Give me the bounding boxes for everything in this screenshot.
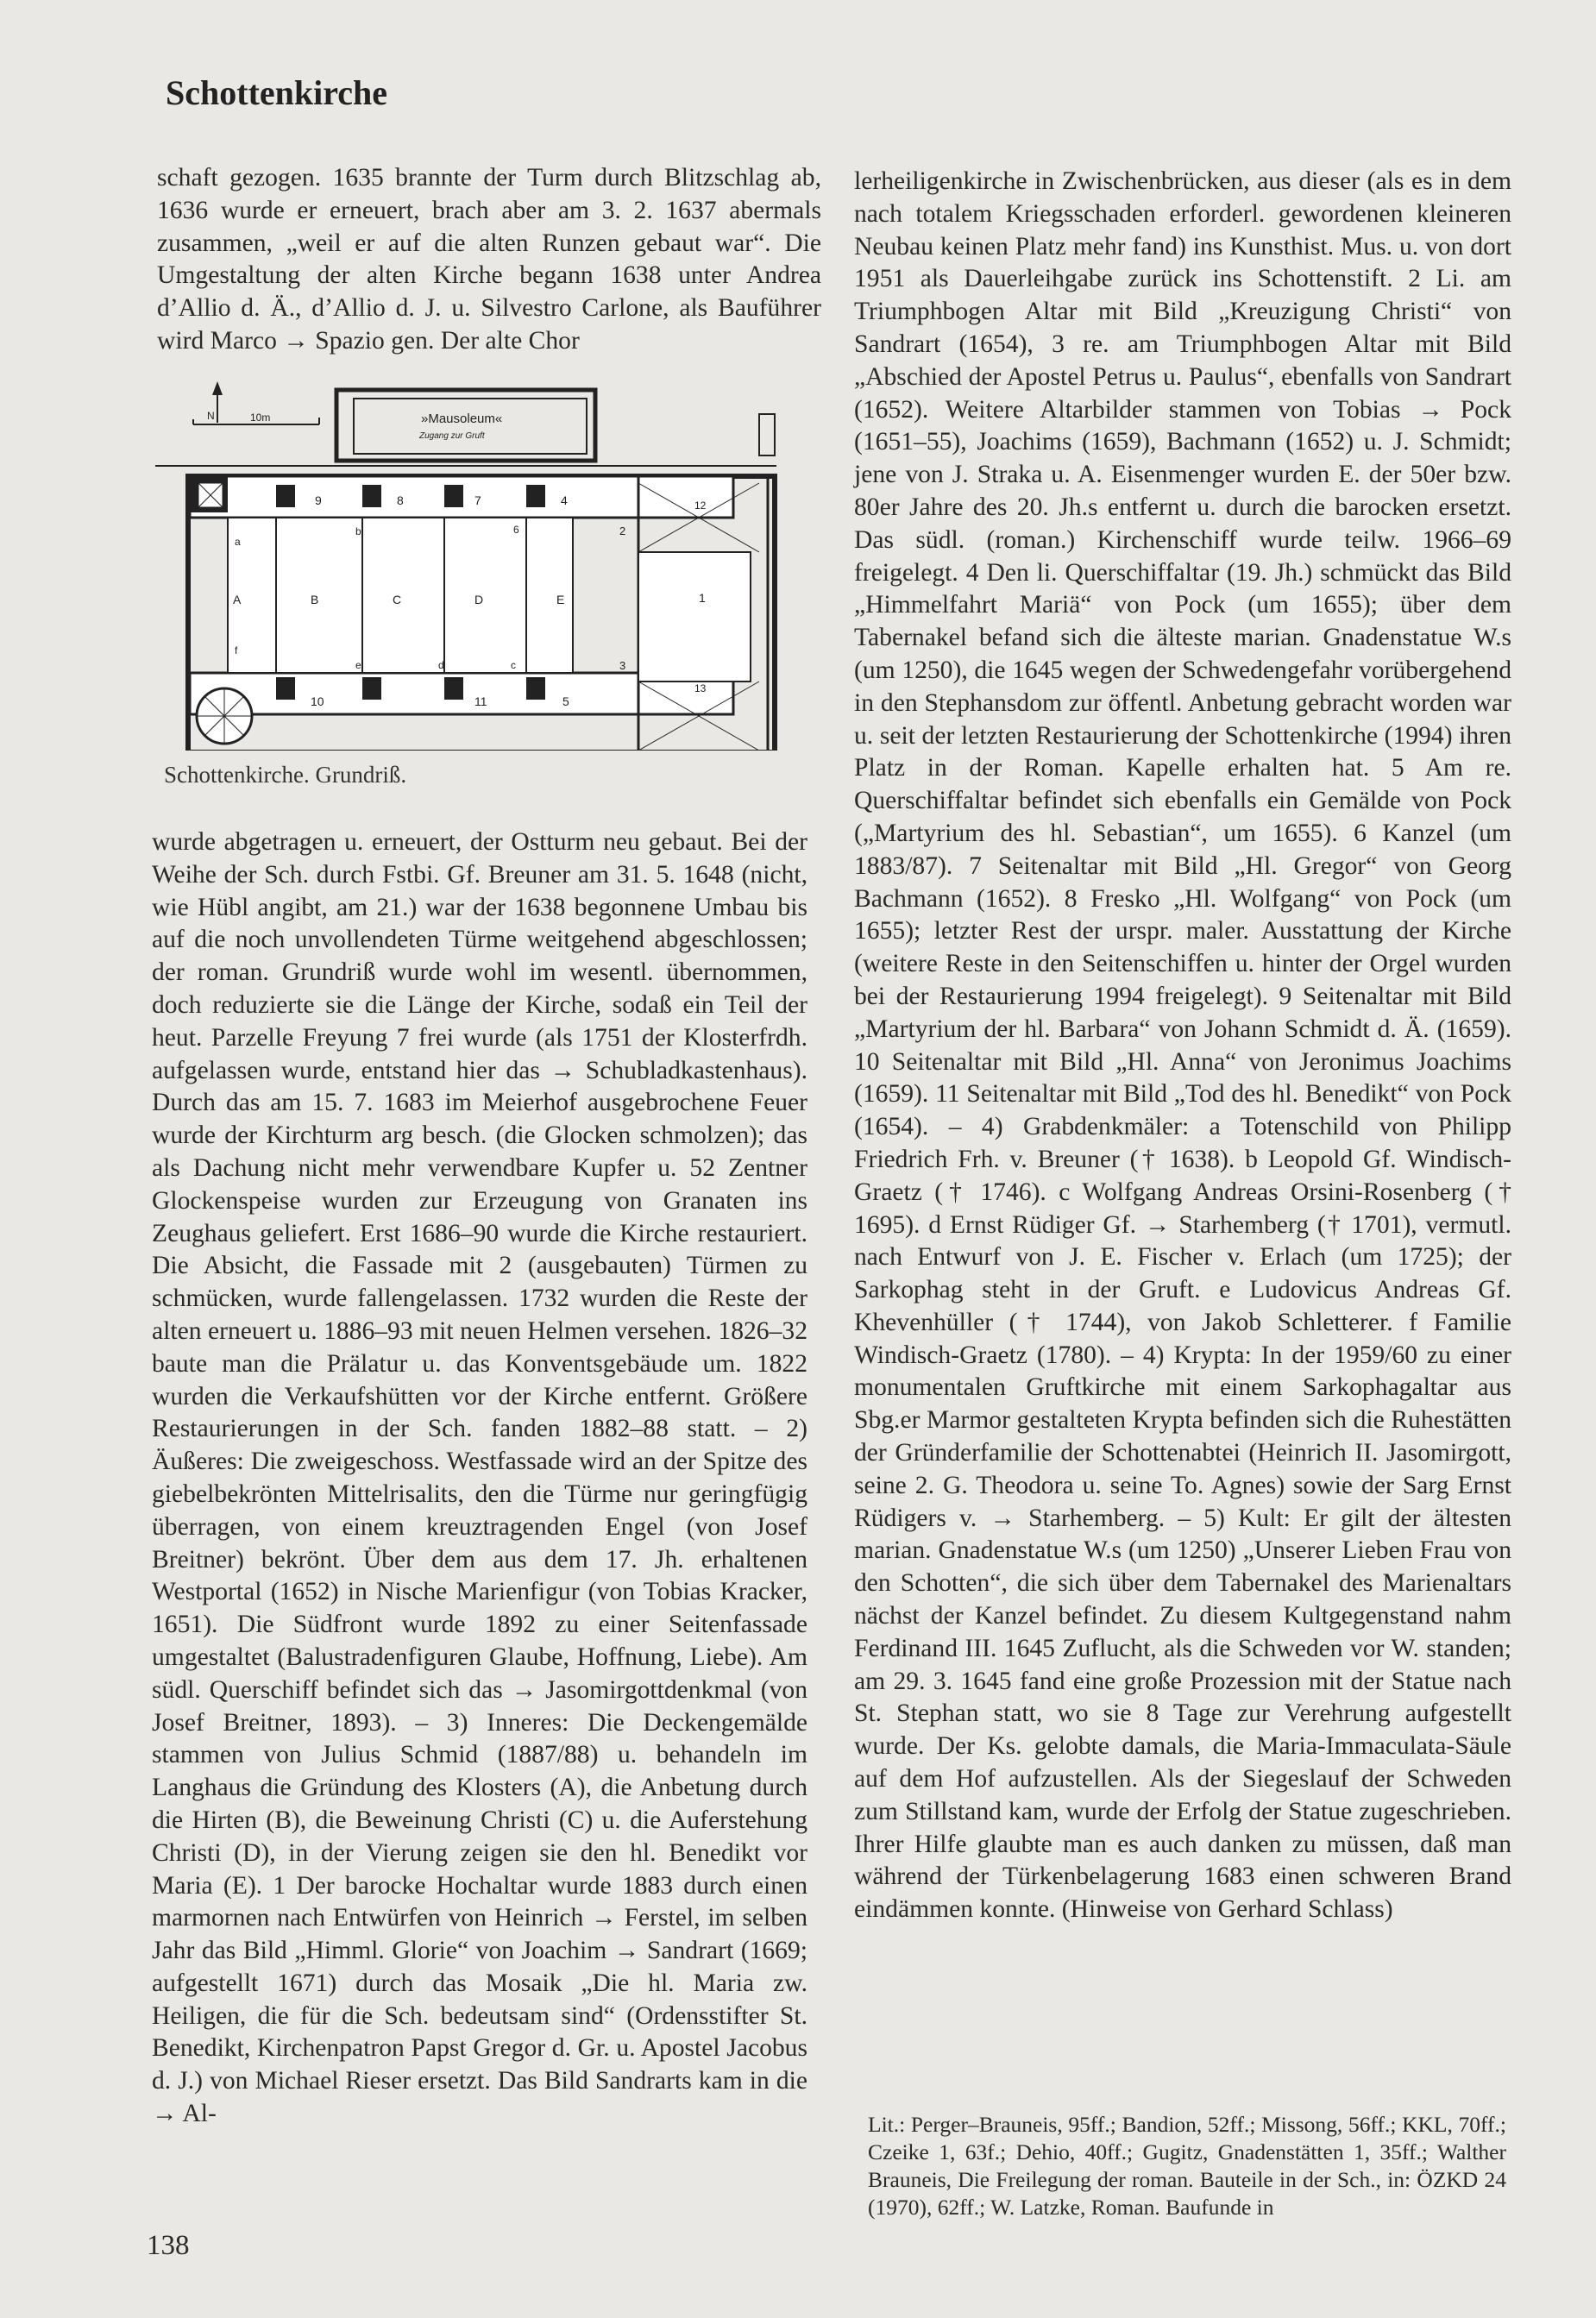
label-b: b [355, 525, 361, 537]
label-1: 1 [699, 591, 706, 605]
label-3: 3 [619, 659, 626, 672]
label-5: 5 [562, 694, 569, 708]
right-column [854, 166, 1511, 1926]
label-6: 6 [513, 524, 519, 536]
label-d: d [438, 659, 444, 671]
paragraph: wurde abgetragen u. erneuert, der Ostturm neu gebaut. Bei der Weihe der Sch. durch Fstbi. Gf. Breuner am 31. 5. 1648 (nicht, wie Hübl angibt, am 21.) war der 1638 begonnene Umbau bis auf die noch unvollendeten Türme weitgehend abgeschlossen; der roman. Grundriß wurde wohl im wesentl. übernommen, doch reduzierte sie die Länge der Kirche, sodaß ein Teil der heut. Parzelle Freyung 7 frei wurde (als 1751 der Klosterfrdh. aufgelassen wurde, entstand hier das → Schubladkastenhaus). Durch das am 15. 7. 1683 im Meierhof ausgebrochene Feuer wurde der Kirchturm arg besch. (die Glocken schmolzen); das als Dachung nicht mehr verwendbare Kupfer u. 52 Zentner Glockenspeise wurden zur Erzeugung von Granaten ins Zeughaus geliefert. Erst 1686–90 wurde die Kirche restauriert. Die Absicht, die Fassade mit 2 (ausgebauten) Türmen zu schmücken, wurde fallengelassen. 1732 wurden die Reste der alten erneuert u. 1886–93 mit neuen Helmen versehen. 1826–32 baute man die Prälatur u. das Konventsgebäude um. 1822 wurden die Verkaufshütten vor der Kirche entfernt. Größere Restaurierungen in der Sch. fanden 1882–88 statt. – 2) Äußeres: Die zweigeschoss. Westfassade wird an der Spitze des giebelbekrönten Mittelrisalits, den die Türme nur geringfügig überragen, von einem kreuztragenden Engel (von Josef Breitner) bekrönt. Über dem aus dem 17. Jh. erhaltenen Westportal (1652) in Nische Marienfigur (von Tobias Kracker, 1651). Die Südfront wurde 1892 zu einer Seitenfassade umgestaltet (Balustradenfiguren Glaube, Hoffnung, Liebe). Am südl. Querschiff befindet sich das → Jasomirgottdenkmal (von Josef Breitner, 1893). – 3) Inneres: Die Deckengemälde stammen von Julius Schmid (1887/88) u. behandeln im Langhaus die Gründung des Klosters (A), die Anbetung durch die Hirten (B), die Beweinung Christi (C) u. die Auferstehung Christi (D), in der Vierung zeigen sie den hl. Benedikt vor Maria (E). 1 Der barocke Hochaltar wurde 1883 durch einen marmornen nach Entwürfen von Heinrich → Ferstel, im selben Jahr das Bild „Himml. Glorie“ von Joachim → Sandrart (1669; aufgestellt 1671) durch das Mosaik „Die hl. Maria zw. Heiligen, die für die Sch. bedeutsam sind“ (Ordensstifter St. Benedikt, Kirchenpatron Papst Gregor d. Gr. u. Apostel Jacobus d. J.) von Michael Rieser ersetzt. Das Bild Sandrarts kam in die → Al- [152, 828, 807, 2128]
figure-caption: Schottenkirche. Grundriß. [164, 762, 407, 788]
label-f: f [235, 644, 238, 656]
label-10: 10 [311, 694, 324, 708]
label-a: a [235, 536, 241, 548]
north-label: N [207, 410, 215, 422]
label-B: B [311, 593, 319, 606]
paragraph: schaft gezogen. 1635 brannte der Turm durch Blitzschlag ab, 1636 wurde er erneuert, brach aber am 3. 2. 1637 abermals zusammen, „weil er auf die alten Runzen gebaut war“. Die Umgestaltung der alten Kirche begann 1638 unter Andrea d’Allio d. Ä., d’Allio d. J. u. Silvestro Carlone, als Bauführer wird Marco → Spazio gen. Der alte Chor [157, 164, 821, 355]
label-7: 7 [474, 493, 481, 507]
literature-references: Lit.: Perger–Brauneis, 95ff.; Bandion, 52ff.; Missong, 56ff.; KKL, 70ff.; Czeike 1, 63f.; Dehio, 40ff.; Gugitz, Gnadenstätten 1, 35ff.; Walther Brauneis, Die Freilegung der roman. Bauteile in der Sch., in: ÖZKD 24 (1970), 62ff.; W. Latzke, Roman. Baufunde in [868, 2112, 1506, 2220]
church-outline [188, 476, 775, 751]
label-c: c [511, 659, 516, 671]
label-8: 8 [397, 493, 404, 507]
page-title: Schottenkirche [166, 73, 388, 112]
mausoleum-subtitle: Zugang zur Gruft [419, 431, 485, 441]
label-12: 12 [694, 499, 707, 512]
label-11: 11 [474, 694, 487, 708]
floor-plan-figure [155, 380, 828, 751]
label-13: 13 [694, 682, 707, 694]
north-arrow [207, 381, 223, 423]
label-E: E [556, 593, 565, 606]
label-9: 9 [315, 493, 322, 507]
label-A: A [233, 593, 242, 606]
label-C: C [393, 593, 402, 606]
page-number: 138 [147, 2230, 190, 2261]
left-column-top [157, 162, 821, 358]
scale-label: 10m [250, 411, 271, 424]
mausoleum-title: »Mausoleum« [421, 411, 503, 426]
label-e: e [355, 659, 361, 671]
label-4: 4 [561, 493, 568, 507]
label-2: 2 [619, 525, 626, 537]
paragraph: lerheiligenkirche in Zwischenbrücken, aus dieser (als es in dem nach totalem Kriegsschaden erforderl. gewordenen kleineren Neubau keinen Platz mehr fand) ins Kunsthist. Mus. u. von dort 1951 als Dauerleihgabe zurück ins Schottenstift. 2 Li. am Triumphbogen Altar mit Bild „Kreuzigung Christi“ von Sandrart (1654), 3 re. am Triumphbogen Altar mit Bild „Abschied der Apostel Petrus u. Paulus“, ebenfalls von Sandrart (1652). Weitere Altarbilder stammen von Tobias → Pock (1651–55), Joachims (1659), Bachmann (1652) u. J. Schmidt; jene von J. Straka u. A. Eisenmenger wurden E. der 50er bzw. 80er Jahre des 20. Jh.s entfernt u. durch die barocken ersetzt. Das südl. (roman.) Kirchenschiff wurde teilw. 1966–69 freigelegt. 4 Den li. Querschiffaltar (19. Jh.) schmückt das Bild „Himmelfahrt Mariä“ von Pock (um 1655); über dem Tabernakel befand sich die älteste marian. Gnadenstatue W.s (um 1250), die 1645 wegen der Schwedengefahr vorübergehend in den Stephansdom zur öffentl. Anbetung gebracht worden war u. seit der letzten Restaurierung der Schottenkirche (1994) ihren Platz in der Roman. Kapelle erhalten hat. 5 Am re. Querschiffaltar befindet sich ebenfalls ein Gemälde von Pock („Martyrium des hl. Sebastian“, um 1655). 6 Kanzel (um 1883/87). 7 Seitenaltar mit Bild „Hl. Gregor“ von Georg Bachmann (1652). 8 Fresko „Hl. Wolfgang“ von Pock (um 1655); letzter Rest der urspr. maler. Ausstattung der Kirche (weitere Reste in den Seitenschiffen u. hinter der Orgel wurden bei der Restaurierung 1994 freigelegt). 9 Seitenaltar mit Bild „Martyrium der hl. Barbara“ von Johann Schmidt d. Ä. (1659). 10 Seitenaltar mit Bild „Hl. Anna“ von Jeronimus Joachims (1659). 11 Seitenaltar mit Bild „Tod des hl. Benedikt“ von Pock (1654). – 4) Grabdenkmäler: a Totenschild von Philipp Friedrich Frh. v. Breuner († 1638). b Leopold Gf. Windisch-Graetz († 1746). c Wolfgang Andreas Orsini-Rosenberg († 1695). d Ernst Rüdiger Gf. → Starhemberg († 1701), vermutl. nach Entwurf von J. E. Fischer v. Erlach (um 1725); der Sarkophag steht in der Gruft. e Ludovicus Andreas Gf. Khevenhüller († 1744), von Jakob Schletterer. f Familie Windisch-Graetz (1780). – 4) Krypta: In der 1959/60 zu einer monumentalen Gruftkirche mit einem Sarkophagaltar aus Sbg.er Marmor gestalteten Krypta befinden sich die Ruhestätten der Gründerfamilie der Schottenabtei (Heinrich II. Jasomirgott, seine 2. G. Theodora u. seine To. Agnes) sowie der Sarg Ernst Rüdigers v. → Starhemberg. – 5) Kult: Er gilt der ältesten marian. Gnadenstatue W.s (um 1250) „Unserer Lieben Frau von den Schotten“, die sich über dem Tabernakel des Marienaltars nächst der Kanzel befindet. Zu diesem Kultgegenstand nahm Ferdinand III. 1645 Zuflucht, als die Schweden vor W. standen; am 29. 3. 1645 fand eine große Prozession mit der Statue nach St. Stephan statt, wo sie 8 Tage zur Verehrung aufgestellt wurde. Der Ks. gelobte damals, die Maria-Immaculata-Säule auf dem Hof aufzustellen. Als der Siegeslauf der Schweden zum Stillstand kam, wurde der Erfolg der Statue zugeschrieben. Ihrer Hilfe glaubte man es auch danken zu müssen, daß man während der Türkenbelagerung 1683 einen schweren Brand eindämmen konnte. (Hinweise von Gerhard Schlass) [854, 167, 1511, 1924]
mausoleum [155, 390, 776, 466]
label-D: D [474, 593, 484, 606]
left-column-bottom [152, 826, 807, 2131]
